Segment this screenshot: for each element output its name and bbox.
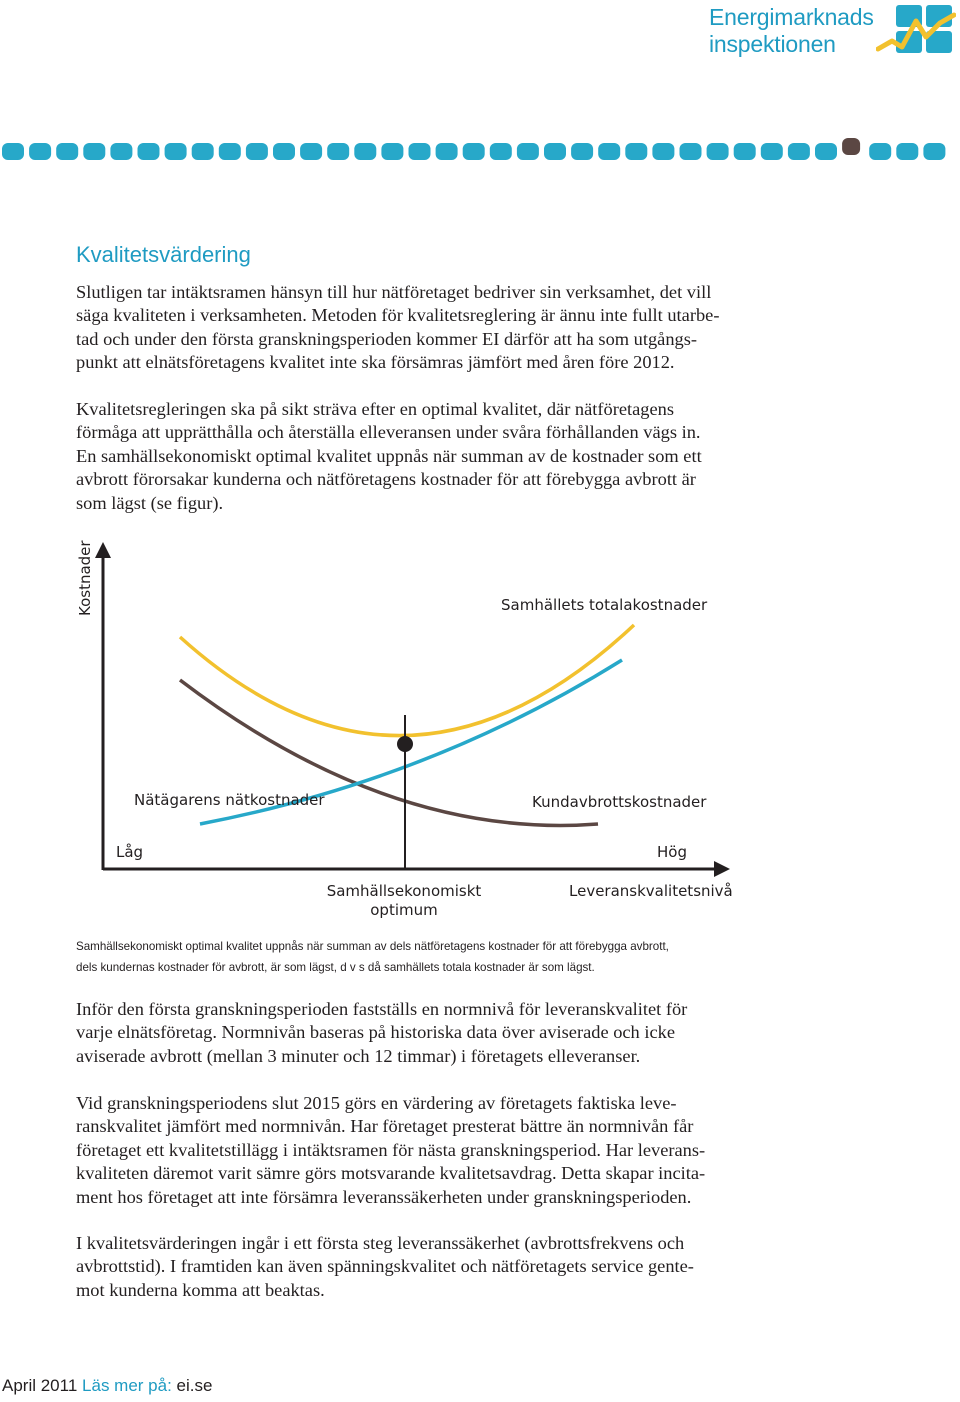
footer-read-more: Läs mer på: — [82, 1376, 172, 1395]
text-line: kvaliteten däremot varit sämre görs motsvarande kvalitetsavdrag. Detta skapar incita- — [76, 1163, 706, 1184]
paragraph-intro — [76, 281, 796, 375]
paragraph-future — [76, 1232, 796, 1302]
decorative-dot — [625, 143, 647, 160]
decorative-dot — [327, 143, 349, 160]
decorative-dot-row — [0, 136, 960, 166]
text-line: mot kunderna komma att beaktas. — [76, 1279, 325, 1300]
paragraph-norm-level — [76, 998, 796, 1068]
decorative-dot — [381, 143, 403, 160]
footer-site-link[interactable]: ei.se — [176, 1376, 213, 1395]
decorative-dot — [409, 143, 431, 160]
decorative-dot — [56, 143, 78, 160]
decorative-dot — [896, 143, 918, 160]
cost-quality-figure — [0, 530, 960, 930]
decorative-dot — [436, 143, 458, 160]
logo-wordmark — [709, 4, 874, 58]
decorative-dot — [165, 143, 187, 160]
decorative-dot — [571, 143, 593, 160]
optimum-label-line-2: optimum — [370, 901, 438, 919]
text-line: I kvalitetsvärderingen ingår i ett första steg leveranssäkerhet (avbrottsfrekvens och — [76, 1233, 685, 1253]
decorative-dot — [246, 143, 268, 160]
decorative-dot — [517, 143, 539, 160]
curve-total-label: Samhällets totalakostnader — [501, 596, 708, 614]
decorative-dot — [273, 143, 295, 160]
decorative-dot — [869, 143, 891, 160]
text-line: avbrott förorsakar kunderna och nätföretagens kostnader för att förebygga avbrott är — [76, 469, 696, 490]
decorative-dot — [707, 143, 729, 160]
decorative-dot — [788, 143, 810, 160]
text-line: som lägst (se figur). — [76, 492, 224, 513]
decorative-dot — [463, 143, 485, 160]
footer-date: April 2011 — [2, 1376, 78, 1395]
decorative-dot — [544, 143, 566, 160]
text-line: En samhällsekonomiskt optimal kvalitet uppnås när summan av de kostnader som ett — [76, 445, 702, 466]
y-axis-label: Kostnader — [76, 540, 94, 616]
caption-line: dels kundernas kostnader för avbrott, är som lägst, d v s då samhällets totala kostnader är som lägst. — [76, 961, 595, 974]
text-line: punkt att elnätsföretagens kvalitet inte ska försämras jämfört med åren före 2012. — [76, 352, 675, 373]
decorative-dot — [652, 143, 674, 160]
text-line: Kvalitetsregleringen ska på sikt sträva efter en optimal kvalitet, där nätföretagens — [76, 399, 674, 419]
curve-network-label: Nätägarens nätkostnader — [134, 791, 325, 809]
paragraph-optimal-quality — [76, 398, 796, 515]
decorative-dot — [2, 143, 24, 160]
logo-line-2: inspektionen — [709, 31, 836, 57]
optimum-point — [397, 736, 413, 752]
decorative-dot — [923, 143, 945, 160]
decorative-dot — [354, 143, 376, 160]
section-title: Kvalitetsvärdering — [76, 242, 251, 267]
text-line: Inför den första granskningsperioden fastställs en normnivå för leveranskvalitet för — [76, 999, 688, 1019]
text-line: företaget ett kvalitetstillägg i intäktsramen för nästa granskningsperiod. Har leverans- — [76, 1139, 706, 1160]
x-axis-label: Leveranskvalitetsnivå — [569, 882, 733, 900]
decorative-dot — [138, 143, 160, 160]
text-line: ment hos företaget att inte försämra leveranssäkerheten under granskningsperioden. — [76, 1186, 692, 1207]
decorative-dot — [761, 143, 783, 160]
decorative-dot — [842, 138, 860, 155]
text-line: Slutligen tar intäktsramen hänsyn till hur nätföretaget bedriver sin verksamhet, det vill — [76, 282, 712, 302]
decorative-dot — [110, 143, 132, 160]
caption-line: Samhällsekonomiskt optimal kvalitet uppnås när summan av dels nätföretagens kostnader för att förebygga avbrott, — [76, 940, 669, 953]
decorative-dot — [598, 143, 620, 160]
decorative-dot — [680, 143, 702, 160]
text-line: Vid granskningsperiodens slut 2015 görs en värdering av företagets faktiska leve- — [76, 1093, 677, 1113]
text-line: avbrottstid). I framtiden kan även spänningskvalitet och nätföretagets service gente- — [76, 1256, 694, 1277]
text-line: tad och under den första granskningsperioden kommer EI därför att ha som utgångs- — [76, 328, 698, 349]
x-axis-arrow-icon — [714, 861, 730, 877]
footer — [2, 1376, 212, 1396]
logo-lightning-icon — [876, 3, 956, 59]
curve-outage-label: Kundavbrottskostnader — [532, 793, 707, 811]
optimum-label-line-1: Samhällsekonomiskt — [326, 882, 482, 900]
text-line: varje elnätsföretag. Normnivån baseras på historiska data över aviserade och icke — [76, 1022, 675, 1043]
decorative-dot — [83, 143, 105, 160]
decorative-dot — [815, 143, 837, 160]
x-low-label: Låg — [116, 843, 144, 861]
figure-caption — [76, 936, 669, 978]
decorative-dot — [300, 143, 322, 160]
decorative-dot — [490, 143, 512, 160]
y-axis-arrow-icon — [95, 542, 111, 558]
decorative-dot — [219, 143, 241, 160]
text-line: aviserade avbrott (mellan 3 minuter och 12 timmar) i företagets elleveranser. — [76, 1045, 641, 1066]
logo-line-1: Energimarknads — [709, 4, 874, 30]
decorative-dot — [29, 143, 51, 160]
paragraph-evaluation — [76, 1092, 796, 1209]
text-line: ranskvalitet jämfört med normnivån. Har företaget presterat bättre än normnivån får — [76, 1116, 694, 1137]
text-line: säga kvaliteten i verksamheten. Metoden för kvalitetsreglering är ännu inte fullt utarbe- — [76, 305, 720, 326]
decorative-dot — [192, 143, 214, 160]
x-high-label: Hög — [657, 843, 687, 861]
curve-total-costs — [180, 625, 634, 736]
decorative-dot — [734, 143, 756, 160]
text-line: förmåga att upprätthålla och återställa elleveransen under svåra förhållanden vägs in. — [76, 422, 701, 443]
